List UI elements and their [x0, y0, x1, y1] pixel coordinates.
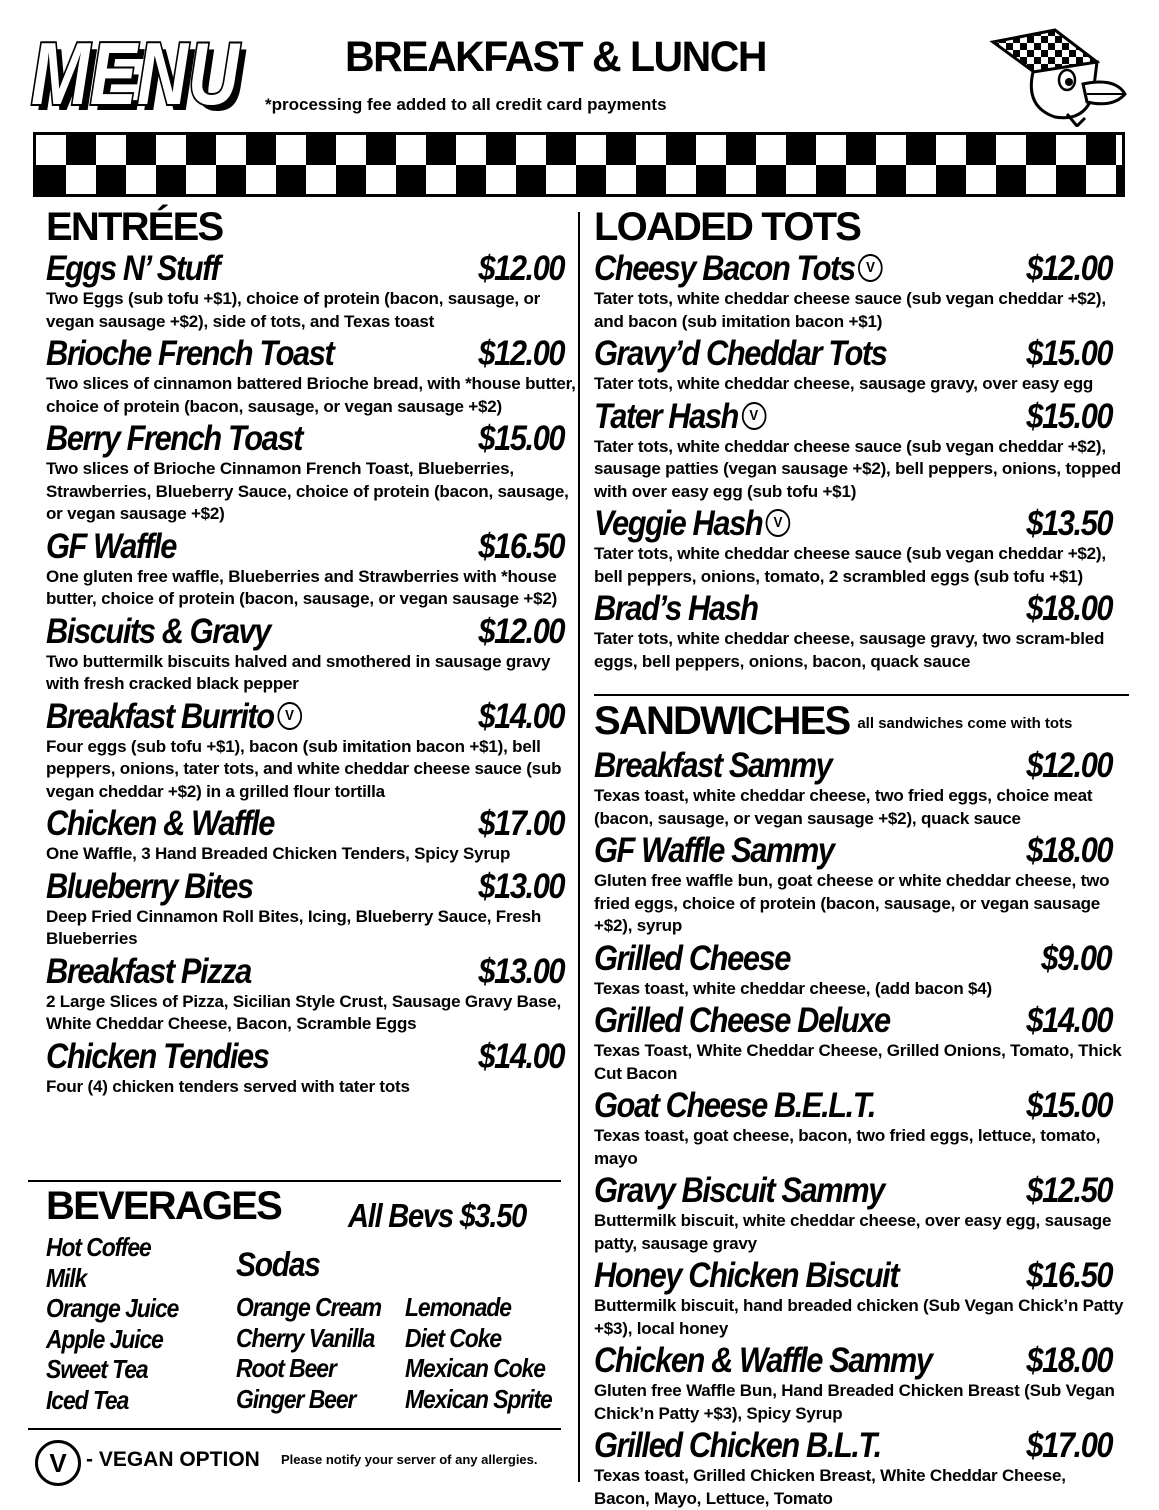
duck-mascot-icon — [985, 22, 1130, 127]
menu-item-price: $9.00 — [1041, 938, 1112, 978]
menu-item-description: Two slices of Brioche Cinnamon French Toast, Blueberries, Strawberries, Blueberry Sauce, choice of protein (bacon, sausage, or vegan sausage +$2) — [46, 459, 569, 523]
page-title: BREAKFAST & LUNCH — [345, 32, 766, 81]
menu-item-description: Tater tots, white cheddar cheese sauce (sub vegan cheddar +$2), sausage patties (vegan sausage +$2), bell peppers, onions, topped with over easy egg (sub tofu +$1) — [594, 436, 1121, 501]
menu-item-header — [594, 830, 1124, 872]
menu-item-name — [46, 951, 251, 993]
left-column — [46, 206, 576, 1098]
menu-item-name — [46, 418, 302, 460]
svg-text:MENU: MENU — [37, 30, 247, 118]
menu-item-price: $14.00 — [477, 1036, 564, 1076]
menu-item-name-text: Breakfast Burrito — [46, 696, 274, 736]
menu-item — [594, 1170, 1124, 1255]
beverage-item: Iced Tea — [46, 1384, 129, 1415]
menu-item-name — [594, 745, 831, 787]
menu-item — [594, 745, 1124, 830]
menu-item — [594, 830, 1124, 938]
menu-item-price: $13.00 — [477, 951, 564, 991]
menu-item-price: $12.00 — [1025, 746, 1112, 785]
menu-item-description: One Waffle, 3 Hand Breaded Chicken Tenders, Spicy Syrup — [46, 844, 511, 863]
menu-item — [594, 1425, 1124, 1510]
menu-item-name — [594, 248, 883, 290]
menu-item-name — [46, 803, 274, 845]
soda-item: Diet Coke — [405, 1322, 502, 1353]
menu-item-description: Buttermilk biscuit, hand breaded chicken (Sub Vegan Chick’n Patty +$3), local honey — [594, 1296, 1124, 1338]
menu-item-price: $15.00 — [1025, 396, 1112, 436]
entrees-list — [46, 248, 576, 1098]
menu-item — [46, 803, 576, 866]
legend-rule — [28, 1428, 561, 1430]
vegan-legend-icon: V — [35, 1440, 81, 1486]
menu-item-name-text: Grilled Cheese Deluxe — [594, 1001, 890, 1040]
menu-item-name — [594, 588, 758, 630]
menu-item — [46, 418, 576, 526]
sandwiches-heading: SANDWICHES all sandwiches come with tots — [594, 699, 1073, 743]
menu-item-header — [46, 526, 576, 568]
menu-item-description: Texas Toast, White Cheddar Cheese, Grilled Onions, Tomato, Thick Cut Bacon — [594, 1041, 1122, 1083]
sodas-heading: Sodas — [236, 1246, 320, 1284]
menu-item-header — [594, 248, 1124, 290]
menu-item-name — [594, 1255, 898, 1297]
menu-item-name — [46, 1036, 269, 1078]
menu-item-name — [594, 1425, 881, 1467]
menu-item-name — [46, 248, 219, 290]
beverages-heading: BEVERAGES — [46, 1184, 281, 1228]
menu-item-name-text: Cheesy Bacon Tots — [594, 249, 855, 288]
menu-item-header — [594, 588, 1124, 630]
menu-item-name — [594, 938, 790, 980]
menu-item-header — [594, 1425, 1124, 1467]
menu-item-name — [594, 396, 766, 438]
menu-item-price: $12.00 — [1025, 249, 1112, 288]
menu-item-description: Tater tots, white cheddar cheese, sausage gravy, two scram-bled eggs, bell peppers, onions, bacon, quack sauce — [594, 629, 1105, 671]
menu-item-name-text: Breakfast Pizza — [46, 951, 251, 991]
menu-item-description: Texas toast, Grilled Chicken Breast, White Cheddar Cheese, Bacon, Mayo, Lettuce, Tomato — [594, 1466, 1066, 1508]
menu-item-header — [594, 1255, 1124, 1297]
menu-item-description: Texas toast, white cheddar cheese, (add bacon $4) — [594, 978, 993, 998]
vegan-option-icon: V — [858, 254, 883, 282]
menu-item-name-text: Honey Chicken Biscuit — [594, 1256, 899, 1295]
menu-item — [46, 333, 576, 418]
sodas-list-1 — [236, 1292, 381, 1414]
sandwiches-rule — [594, 694, 1129, 696]
menu-item-price: $18.00 — [1025, 831, 1112, 870]
menu-item-price: $13.50 — [1025, 504, 1112, 543]
menu-item-description: Deep Fried Cinnamon Roll Bites, Icing, Blueberry Sauce, Fresh Blueberries — [46, 906, 542, 948]
menu-item-price: $15.00 — [1025, 1086, 1112, 1125]
soda-item: Mexican Coke — [405, 1353, 545, 1383]
checkered-banner — [33, 132, 1125, 197]
menu-item-price: $12.00 — [477, 611, 564, 651]
soda-item: Lemonade — [405, 1292, 511, 1322]
loaded-tots-list — [594, 248, 1124, 673]
menu-item — [594, 396, 1124, 504]
menu-item-header — [46, 951, 576, 993]
menu-item-header — [594, 503, 1124, 545]
menu-item-name — [46, 333, 333, 375]
menu-item-description: Two buttermilk biscuits halved and smothered in sausage gravy with fresh cracked black pepper — [46, 651, 551, 693]
beverages-basics-list — [46, 1232, 178, 1415]
menu-item-header — [46, 1036, 576, 1078]
menu-item-header — [46, 866, 576, 908]
menu-item-price: $15.00 — [1025, 334, 1112, 373]
column-divider — [578, 212, 580, 1482]
sandwiches-section — [594, 700, 1124, 1510]
vegan-legend-label: - VEGAN OPTION — [86, 1448, 260, 1471]
menu-item-price: $15.00 — [477, 419, 564, 458]
menu-item-name-text: Gravy’d Cheddar Tots — [594, 334, 887, 373]
menu-item — [594, 588, 1124, 673]
beverage-item: Hot Coffee — [46, 1232, 151, 1262]
fee-note: *processing fee added to all credit card payments — [265, 95, 667, 114]
menu-item — [46, 248, 576, 333]
menu-item-name — [594, 1085, 875, 1127]
beverage-item: Sweet Tea — [46, 1354, 148, 1384]
menu-item-price: $16.50 — [477, 526, 564, 566]
menu-item-description: Texas toast, goat cheese, bacon, two fried eggs, lettuce, tomato, mayo — [594, 1126, 1101, 1168]
svg-text:MENU: MENU — [31, 24, 241, 118]
menu-item — [46, 1036, 576, 1099]
vegan-option-icon: V — [766, 509, 791, 537]
menu-item-header — [46, 333, 576, 375]
menu-item-header — [594, 938, 1124, 980]
menu-item-price: $17.00 — [1025, 1426, 1112, 1465]
right-column — [594, 206, 1124, 673]
menu-item-name — [46, 866, 253, 908]
menu-item-description: Four eggs (sub tofu +$1), bacon (sub imitation bacon +$1), bell peppers, onions, tater tots, and white cheddar cheese sauce (sub vegan cheddar +$2) in a grilled flour tortilla — [46, 736, 562, 801]
menu-item-header — [46, 611, 576, 653]
entrees-heading: ENTRÉES — [46, 205, 223, 249]
menu-item-header — [46, 248, 576, 290]
menu-item-description: Texas toast, white cheddar cheese, two fried eggs, choice meat (bacon, sausage, or vegan sausage +$2), quack sauce — [594, 786, 1093, 828]
menu-item-name — [594, 1000, 890, 1042]
menu-item-name-text: Goat Cheese B.E.L.T. — [594, 1086, 876, 1125]
menu-item-header — [46, 418, 576, 460]
menu-item-name — [46, 526, 176, 568]
menu-item — [594, 333, 1124, 396]
menu-item — [594, 1000, 1124, 1085]
menu-item-name-text: Gravy Biscuit Sammy — [594, 1171, 884, 1210]
sandwiches-list — [594, 745, 1124, 1510]
menu-item — [594, 1255, 1124, 1340]
menu-item — [594, 938, 1124, 1001]
menu-item-header — [594, 1170, 1124, 1212]
menu-item-description: Gluten free waffle bun, goat cheese or white cheddar cheese, two fried eggs, choice of protein (bacon, sausage, or vegan sausage +$2), syrup — [594, 871, 1110, 935]
menu-item-header — [594, 1340, 1124, 1382]
menu-item-name — [46, 611, 270, 653]
menu-item-name — [594, 830, 834, 872]
menu-item — [594, 248, 1124, 333]
menu-item-name-text: Grilled Chicken B.L.T. — [594, 1426, 881, 1465]
menu-item-name — [594, 1170, 884, 1212]
menu-item-header — [594, 1000, 1124, 1042]
menu-item-description: Tater tots, white cheddar cheese sauce (sub vegan cheddar +$2), and bacon (sub imitation bacon +$1) — [594, 289, 1106, 331]
menu-item-name-text: Veggie Hash — [594, 504, 763, 543]
menu-item-description: Four (4) chicken tenders served with tater tots — [46, 1076, 410, 1096]
menu-item-name-text: Brad’s Hash — [594, 589, 758, 628]
menu-item-price: $12.50 — [1025, 1171, 1112, 1210]
menu-item-price: $12.00 — [477, 249, 564, 288]
menu-item-name — [594, 333, 886, 375]
menu-item-header — [46, 803, 576, 845]
sodas-list-2 — [405, 1292, 552, 1414]
menu-item-price: $13.00 — [477, 866, 564, 906]
sandwiches-note: all sandwiches come with tots — [857, 715, 1073, 732]
menu-item-description: Tater tots, white cheddar cheese sauce (sub vegan cheddar +$2), bell peppers, onions, tomato, 2 scrambled eggs (sub tofu +$1) — [594, 544, 1106, 586]
menu-item-name-text: Eggs N’ Stuff — [46, 249, 220, 288]
menu-logo — [28, 22, 250, 118]
beverages-rule — [28, 1180, 561, 1182]
soda-item: Mexican Sprite — [405, 1383, 552, 1414]
menu-item-description: Two Eggs (sub tofu +$1), choice of protein (bacon, sausage, or vegan sausage +$2), side of tots, and Texas toast — [46, 289, 541, 331]
menu-item-description: Tater tots, white cheddar cheese, sausage gravy, over easy egg — [594, 374, 1094, 393]
menu-item-name — [594, 503, 790, 545]
menu-item-name-text: Chicken & Waffle — [46, 804, 274, 843]
menu-item-price: $14.00 — [477, 696, 564, 736]
menu-item-name-text: Biscuits & Gravy — [46, 611, 270, 651]
beverage-item: Apple Juice — [46, 1323, 163, 1354]
menu-item-header — [594, 333, 1124, 375]
menu-item-price: $12.00 — [477, 334, 564, 373]
menu-item — [46, 696, 576, 804]
menu-item-name — [46, 696, 302, 738]
menu-item — [46, 611, 576, 696]
loaded-tots-heading: LOADED TOTS — [594, 205, 861, 249]
menu-item-price: $14.00 — [1025, 1001, 1112, 1040]
beverages-price: All Bevs $3.50 — [348, 1197, 527, 1234]
menu-item-name-text: Grilled Cheese — [594, 938, 790, 978]
menu-item — [46, 951, 576, 1036]
soda-item: Root Beer — [236, 1353, 336, 1383]
beverage-item: Orange Juice — [46, 1293, 179, 1323]
menu-item — [594, 503, 1124, 588]
beverage-item: Milk — [46, 1262, 87, 1293]
menu-item-name-text: Blueberry Bites — [46, 866, 253, 906]
menu-item-name-text: Brioche French Toast — [46, 334, 334, 373]
menu-item — [594, 1340, 1124, 1425]
menu-item-name-text: GF Waffle Sammy — [594, 831, 834, 870]
menu-item-header — [46, 696, 576, 738]
soda-item: Orange Cream — [236, 1292, 382, 1322]
menu-item-price: $18.00 — [1025, 589, 1112, 628]
soda-item: Cherry Vanilla — [236, 1322, 375, 1353]
menu-item-header — [594, 745, 1124, 787]
menu-item-description: Buttermilk biscuit, white cheddar cheese, over easy egg, sausage patty, sausage gravy — [594, 1211, 1112, 1253]
menu-item-name — [594, 1340, 932, 1382]
menu-item-price: $18.00 — [1025, 1341, 1112, 1380]
menu-item — [46, 866, 576, 951]
menu-item-description: Two slices of cinnamon battered Brioche bread, with *house butter, choice of protein (bacon, sausage, or vegan sausage +$2) — [46, 374, 576, 416]
menu-item-price: $17.00 — [477, 804, 564, 843]
menu-item-header — [594, 396, 1124, 438]
menu-item-description: Gluten free Waffle Bun, Hand Breaded Chicken Breast (Sub Vegan Chick’n Patty +$3), Spicy Syrup — [594, 1381, 1115, 1423]
menu-item-header — [594, 1085, 1124, 1127]
menu-item — [594, 1085, 1124, 1170]
menu-item-name-text: Breakfast Sammy — [594, 746, 832, 785]
vegan-option-icon: V — [741, 402, 766, 430]
allergy-note: Please notify your server of any allergies. — [281, 1452, 538, 1467]
menu-item-name-text: GF Waffle — [46, 526, 176, 566]
menu-item-name-text: Chicken & Waffle Sammy — [594, 1341, 932, 1380]
soda-item: Ginger Beer — [236, 1383, 356, 1414]
menu-item-name-text: Tater Hash — [594, 396, 738, 436]
vegan-option-icon: V — [277, 702, 302, 730]
menu-item-name-text: Chicken Tendies — [46, 1036, 269, 1076]
menu-item-description: One gluten free waffle, Blueberries and Strawberries with *house butter, choice of protein (bacon, sausage, or vegan sausage +$2) — [46, 566, 558, 608]
menu-item — [46, 526, 576, 611]
menu-item-description: 2 Large Slices of Pizza, Sicilian Style Crust, Sausage Gravy Base, White Cheddar Cheese, Bacon, Scramble Eggs — [46, 991, 561, 1033]
menu-item-name-text: Berry French Toast — [46, 419, 302, 458]
menu-item-price: $16.50 — [1025, 1256, 1112, 1295]
